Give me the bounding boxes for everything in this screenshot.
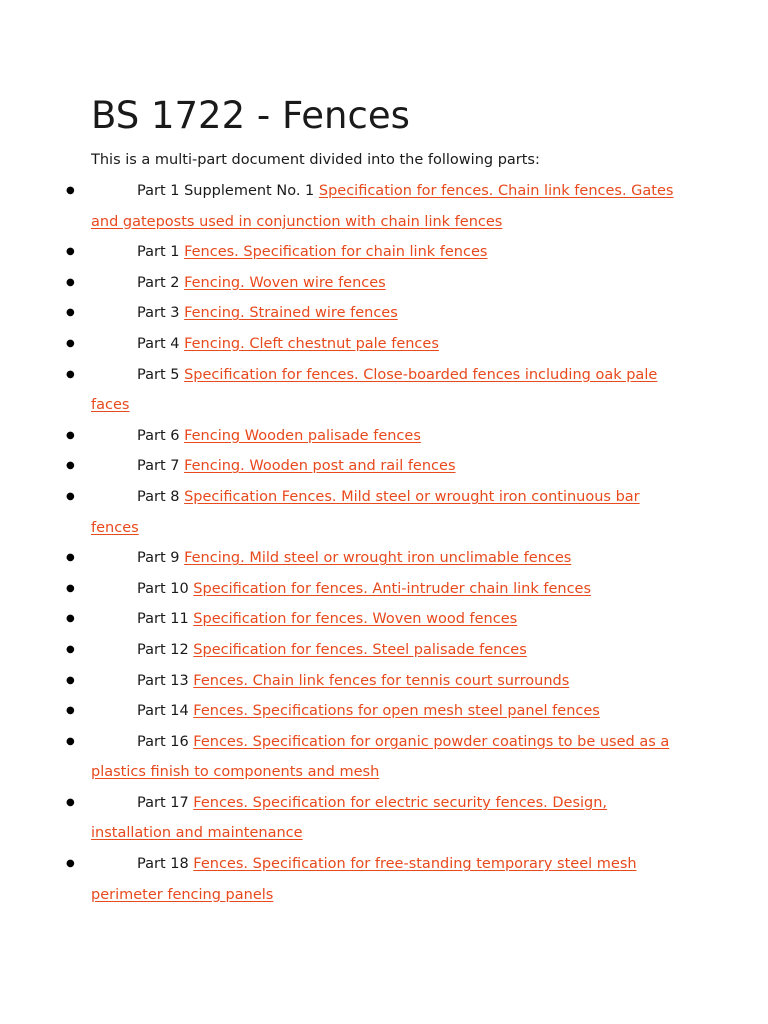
- list-item: [66, 298, 691, 329]
- intro-text: This is a multi-part document divided into the following parts:: [91, 152, 540, 168]
- bullet-icon: ●: [66, 460, 75, 472]
- part-label: Part 5: [137, 366, 180, 383]
- bullet-icon: ●: [66, 185, 75, 196]
- bullet-icon: ●: [66, 858, 75, 870]
- part-label: Part 13: [137, 672, 189, 689]
- list-item: [66, 482, 691, 543]
- part-link[interactable]: Fences. Specification for free-standing temporary steel mesh perimeter fencing panels: [91, 856, 637, 903]
- part-link[interactable]: Fencing. Mild steel or wrought iron unclimable fences: [184, 550, 572, 567]
- part-label: Part 8: [137, 488, 180, 505]
- part-label: Part 17: [137, 794, 189, 811]
- list-item: [66, 849, 691, 910]
- part-link[interactable]: Fencing. Woven wire fences: [184, 274, 386, 291]
- part-link[interactable]: Specification for fences. Close-boarded fences including oak pale faces: [91, 366, 658, 414]
- part-link[interactable]: Specification for fences. Anti-intruder chain link fences: [193, 580, 592, 597]
- part-label: Part 4: [137, 335, 180, 352]
- list-item: [66, 176, 691, 237]
- list-item: [66, 574, 691, 605]
- part-link[interactable]: Fences. Specification for organic powder coatings to be used as a plastics finish to components and mesh: [91, 733, 670, 781]
- bullet-icon: ●: [66, 613, 75, 625]
- part-link[interactable]: Specification for fences. Woven wood fences: [193, 611, 518, 628]
- list-item: [66, 696, 691, 727]
- bullet-icon: ●: [66, 705, 75, 717]
- part-link[interactable]: Specification for fences. Chain link fences. Gates and gateposts used in conjunction with chain link fences: [91, 183, 674, 230]
- part-link[interactable]: Fencing Wooden palisade fences: [184, 427, 421, 444]
- part-label: Part 11: [137, 611, 189, 628]
- bullet-icon: ●: [66, 490, 75, 502]
- part-link[interactable]: Specification for fences. Steel palisade fences: [193, 641, 527, 658]
- part-label: Part 10: [137, 580, 189, 597]
- part-link[interactable]: Fences. Specification for electric security fences. Design, installation and maintenance: [91, 794, 608, 842]
- part-link[interactable]: Specification Fences. Mild steel or wrought iron continuous bar fences: [91, 488, 640, 536]
- list-item: [66, 788, 691, 849]
- bullet-icon: ●: [66, 552, 75, 564]
- part-label: Part 1: [137, 244, 180, 261]
- list-item: [66, 421, 691, 452]
- part-label: Part 18: [137, 856, 189, 873]
- bullet-icon: ●: [66, 276, 75, 288]
- list-item: [66, 604, 691, 635]
- bullet-icon: ●: [66, 582, 75, 594]
- bullet-icon: ●: [66, 674, 75, 686]
- bullet-icon: ●: [66, 643, 75, 655]
- list-item: [66, 360, 691, 421]
- part-label: Part 14: [137, 703, 189, 720]
- part-label: Part 7: [137, 458, 180, 475]
- part-label: Part 2: [137, 274, 180, 291]
- list-item: [66, 727, 691, 788]
- list-item: [66, 237, 691, 268]
- bullet-icon: ●: [66, 368, 75, 380]
- list-item: [66, 635, 691, 666]
- part-label: Part 9: [137, 550, 180, 567]
- part-label: Part 12: [137, 641, 189, 658]
- document-title: BS 1722 - Fences: [91, 94, 410, 137]
- list-item: [66, 451, 691, 482]
- bullet-icon: ●: [66, 246, 75, 258]
- part-link[interactable]: Fences. Specifications for open mesh steel panel fences: [193, 703, 600, 720]
- part-link[interactable]: Fences. Specification for chain link fences: [184, 244, 488, 261]
- bullet-icon: ●: [66, 796, 75, 808]
- list-item: [66, 543, 691, 574]
- part-link[interactable]: Fencing. Strained wire fences: [184, 305, 398, 322]
- parts-list: [66, 176, 691, 910]
- bullet-icon: ●: [66, 307, 75, 319]
- list-item: [66, 329, 691, 360]
- part-label: Part 3: [137, 305, 180, 322]
- list-item: [66, 268, 691, 299]
- bullet-icon: ●: [66, 429, 75, 441]
- part-label: Part 16: [137, 733, 189, 750]
- bullet-icon: ●: [66, 735, 75, 747]
- part-link[interactable]: Fences. Chain link fences for tennis court surrounds: [193, 672, 570, 689]
- part-link[interactable]: Fencing. Cleft chestnut pale fences: [184, 335, 439, 352]
- list-item: [66, 666, 691, 697]
- part-link[interactable]: Fencing. Wooden post and rail fences: [184, 458, 456, 475]
- bullet-icon: ●: [66, 337, 75, 349]
- part-label: Part 6: [137, 427, 180, 444]
- part-label: Part 1 Supplement No. 1: [137, 183, 315, 199]
